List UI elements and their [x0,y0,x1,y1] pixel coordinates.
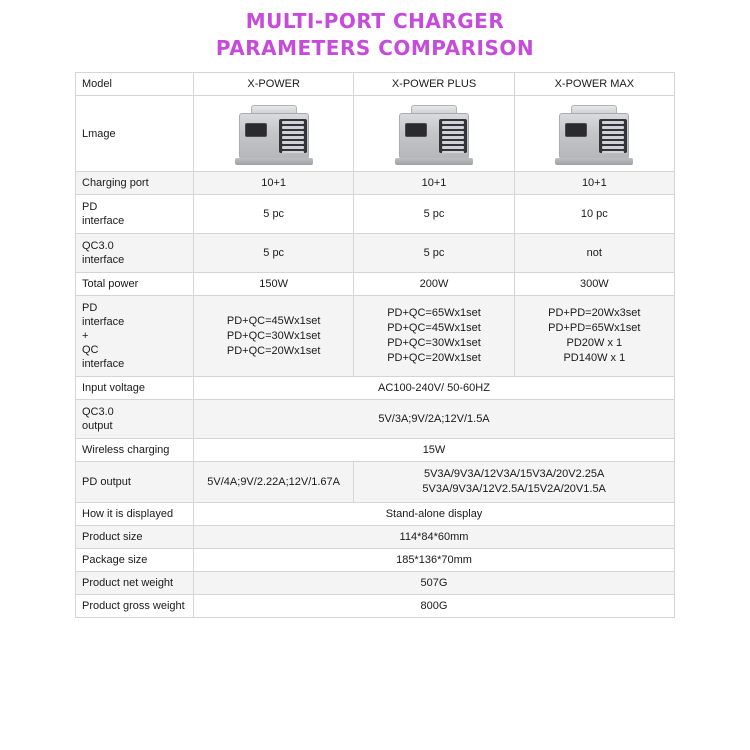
spec-table-container [75,72,675,618]
row-label-display: How it is displayed [76,503,194,526]
page-title [0,0,750,62]
pd-qc-max-line-4: PD140W x 1 [563,352,626,364]
charging-port-x-power-plus: 10+1 [354,172,514,195]
pd-interface-x-power-plus: 5 pc [354,195,514,234]
row-label-image: Lmage [76,96,194,172]
pd-qc-combo-x-power-max [514,296,674,377]
row-label-charging-port: Charging port [76,172,194,195]
pd-qc-plus-line-3: PD+QC=30Wx1set [387,337,481,349]
title-line-1: MULTI-PORT CHARGER [245,9,505,33]
gross-weight-value: 800G [194,595,675,618]
pd-output-x-power: 5V/4A;9V/2.22A;12V/1.67A [194,462,354,503]
row-label-pd-output: PD output [76,462,194,503]
pd-qc-combo-x-power-plus [354,296,514,377]
table-row-product-size [76,526,675,549]
qc30-interface-label-line-2: interface [82,254,125,266]
table-row-package-size [76,549,675,572]
table-row-pd-qc-combo [76,296,675,377]
table-row-net-weight [76,572,675,595]
pd-qc-label-line-5: interface [82,358,125,370]
product-image-x-power [194,96,354,172]
model-x-power-plus: X-POWER PLUS [354,73,514,96]
row-label-total-power: Total power [76,273,194,296]
qc30-interface-x-power: 5 pc [194,234,354,273]
model-x-power-max: X-POWER MAX [514,73,674,96]
table-row-charging-port [76,172,675,195]
net-weight-value: 507G [194,572,675,595]
table-row-display [76,503,675,526]
row-label-wireless-charging: Wireless charging [76,439,194,462]
pd-qc-label-line-3: + [82,330,89,342]
row-label-net-weight: Product net weight [76,572,194,595]
row-label-gross-weight: Product gross weight [76,595,194,618]
package-size-value: 185*136*70mm [194,549,675,572]
table-row-input-voltage [76,377,675,400]
table-row-model [76,73,675,96]
pd-qc-label-line-4: QC [82,344,99,356]
qc30-interface-label-line-1: QC3.0 [82,240,114,252]
table-row-qc30-output [76,400,675,439]
pd-qc-max-line-3: PD20W x 1 [566,337,623,349]
qc30-output-label-line-1: QC3.0 [82,406,114,418]
table-row-total-power [76,273,675,296]
wireless-charging-value: 15W [194,439,675,462]
row-label-pd-interface [76,195,194,234]
pd-qc-combo-x-power [194,296,354,377]
pd-qc-x-power-line-2: PD+QC=30Wx1set [226,329,321,342]
qc30-interface-x-power-plus: 5 pc [354,234,514,273]
table-row-gross-weight [76,595,675,618]
pd-qc-x-power-line-3: PD+QC=20Wx1set [226,344,321,357]
table-row-qc30-interface [76,234,675,273]
row-label-qc30-output [76,400,194,439]
pd-interface-x-power: 5 pc [194,195,354,234]
pd-qc-max-line-2: PD+PD=65Wx1set [548,322,641,334]
pd-qc-plus-line-2: PD+QC=45Wx1set [387,322,481,334]
pd-output-line-1: 5V3A/9V3A/12V3A/15V3A/20V2.25A [423,468,605,480]
qc30-output-label-line-2: output [82,420,113,432]
pd-qc-x-power-line-1: PD+QC=45Wx1set [226,314,321,327]
row-label-product-size: Product size [76,526,194,549]
charging-port-x-power: 10+1 [194,172,354,195]
row-label-pd-qc-combo [76,296,194,377]
pd-qc-plus-line-4: PD+QC=20Wx1set [387,352,481,364]
pd-output-plus-max [354,462,675,503]
charging-port-x-power-max: 10+1 [514,172,674,195]
product-size-value: 114*84*60mm [194,526,675,549]
total-power-x-power-plus: 200W [354,273,514,296]
product-image-x-power-max [514,96,674,172]
table-row-image [76,96,675,172]
pd-qc-max-line-1: PD+PD=20Wx3set [548,307,641,319]
table-row-pd-interface [76,195,675,234]
input-voltage-value: AC100-240V/ 50-60HZ [194,377,675,400]
row-label-package-size: Package size [76,549,194,572]
charger-icon [391,103,477,165]
pd-qc-plus-line-1: PD+QC=65Wx1set [387,307,481,319]
table-row-pd-output [76,462,675,503]
pd-interface-label-line-2: interface [82,215,125,227]
title-line-2: PARAMETERS COMPARISON [215,36,535,60]
table-row-wireless-charging [76,439,675,462]
total-power-x-power: 150W [194,273,354,296]
charger-icon [551,103,637,165]
row-label-model: Model [76,73,194,96]
product-image-x-power-plus [354,96,514,172]
pd-interface-x-power-max: 10 pc [514,195,674,234]
pd-qc-label-line-1: PD [82,302,98,314]
qc30-output-value: 5V/3A;9V/2A;12V/1.5A [194,400,675,439]
pd-output-line-2: 5V3A/9V3A/12V2.5A/15V2A/20V1.5A [422,483,606,495]
row-label-qc30-interface [76,234,194,273]
model-x-power: X-POWER [194,73,354,96]
spec-table [75,72,675,618]
pd-interface-label-line-1: PD [82,201,98,213]
display-value: Stand-alone display [194,503,675,526]
qc30-interface-x-power-max: not [514,234,674,273]
pd-qc-label-line-2: interface [82,316,125,328]
charger-icon [231,103,317,165]
total-power-x-power-max: 300W [514,273,674,296]
row-label-input-voltage: Input voltage [76,377,194,400]
